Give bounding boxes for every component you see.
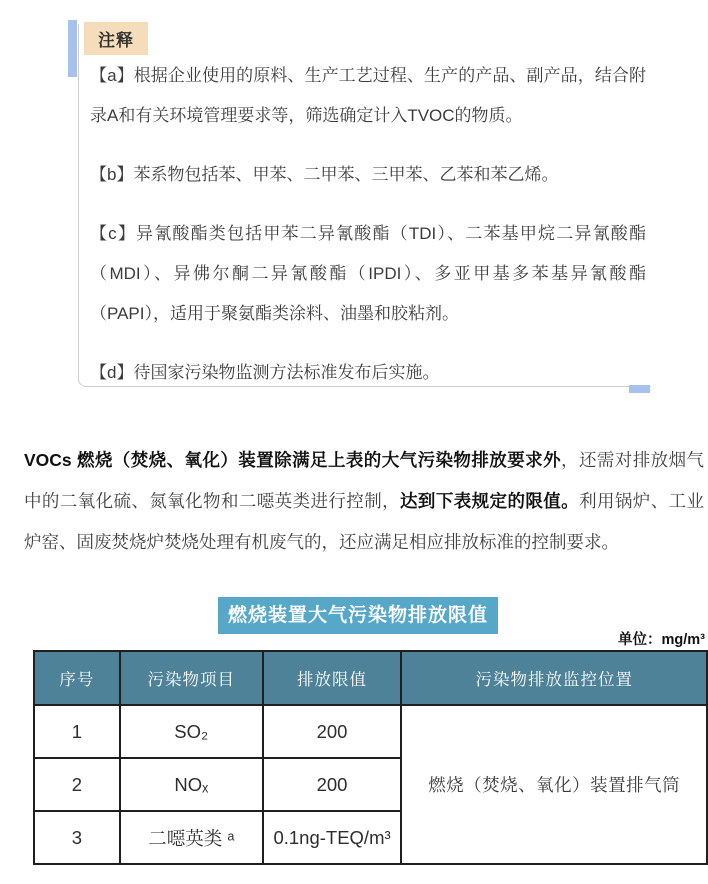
note-accent-rect (629, 385, 650, 393)
cell-pollutant: 二噁英类 ᵃ (120, 811, 263, 864)
body-paragraph (24, 440, 704, 563)
cell-pollutant: NOₓ (120, 758, 263, 811)
note-label: 注释 (84, 22, 148, 55)
table-title: 燃烧装置大气污染物排放限值 (218, 597, 498, 634)
cell-no: 3 (34, 811, 120, 864)
paragraph-normal-tail: 利用锅炉、工业炉窑、固废焚烧炉焚烧处理有机废气的，还应满足相应排放标准的控制要求。 (24, 491, 705, 552)
table-row (34, 705, 707, 758)
header-cell-no: 序号 (34, 651, 120, 705)
cell-limit: 200 (263, 758, 402, 811)
header-cell-limit: 排放限值 (263, 651, 402, 705)
note-item-c: 【c】异氰酸酯类包括甲苯二异氰酸酯（TDI）、二苯基甲烷二异氰酸酯（MDI）、异佛尔酮二异氰酸酯（IPDI）、多亚甲基多苯基异氰酸酯（PAPI），适用于聚氨酯类涂料、油墨和胶粘剂。 (90, 224, 646, 323)
paragraph-bold-lead: VOCs 燃烧（焚烧、氧化）装置除满足上表的大气污染物排放要求外 (24, 450, 562, 470)
cell-no: 1 (34, 705, 120, 758)
cell-limit: 200 (263, 705, 402, 758)
note-item-d: 【d】待国家污染物监测方法标准发布后实施。 (90, 363, 440, 382)
note-item-a: 【a】根据企业使用的原料、生产工艺过程、生产的产品、副产品，结合附录A和有关环境管理要求等，筛选确定计入TVOC的物质。 (90, 66, 646, 125)
cell-monitor-location: 燃烧（焚烧、氧化）装置排气筒 (401, 705, 707, 864)
unit-label: 单位：mg/m³ (618, 632, 705, 648)
note-content (90, 56, 646, 412)
note-item-b: 【b】苯系物包括苯、甲苯、二甲苯、三甲苯、乙苯和苯乙烯。 (90, 165, 559, 184)
paragraph-normal-mid: ，还需对排放烟气中的二氧化硫、氮氧化物和二噁英类进行控制， (24, 450, 705, 511)
cell-pollutant: SO₂ (120, 705, 263, 758)
paragraph-bold-mid: 达到下表规定的限值。 (400, 491, 580, 511)
header-cell-location: 污染物排放监控位置 (401, 651, 707, 705)
header-cell-pollutant: 污染物项目 (120, 651, 263, 705)
cell-no: 2 (34, 758, 120, 811)
cell-limit: 0.1ng-TEQ/m³ (263, 811, 402, 864)
table-header-row (34, 651, 707, 705)
limits-table (33, 650, 708, 865)
note-accent-bar (68, 20, 77, 77)
